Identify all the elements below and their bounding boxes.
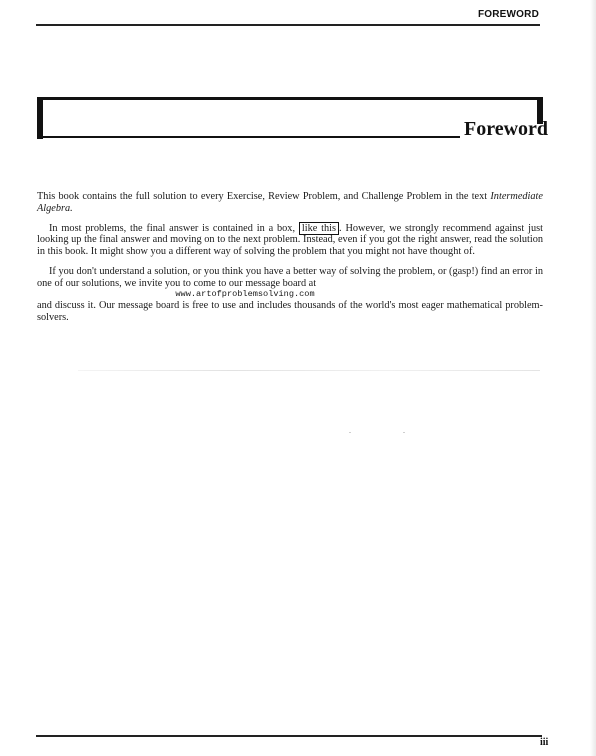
header-rule bbox=[36, 24, 540, 26]
running-head: FOREWORD bbox=[477, 9, 539, 20]
paragraph-1-text: This book contains the full solution to every Exercise, Review Problem, and Challenge Problem in the text bbox=[37, 191, 488, 202]
paragraph-4 bbox=[37, 300, 543, 323]
scan-speck bbox=[403, 432, 405, 433]
chapter-title: Foreword bbox=[464, 118, 549, 140]
paragraph-2-text-start: In most problems, the final answer is contained in a box, bbox=[49, 222, 296, 234]
boxed-answer-example: like this bbox=[299, 222, 339, 235]
message-board-url: www.artofproblemsolving.com bbox=[175, 289, 315, 300]
paragraph-2 bbox=[37, 223, 543, 258]
page-number: iii bbox=[540, 737, 549, 748]
book-title: Intermediate Algebra. bbox=[37, 191, 543, 214]
footer-rule bbox=[36, 735, 542, 737]
title-frame-bottom-rule bbox=[37, 136, 460, 138]
paragraph-3 bbox=[37, 266, 543, 300]
paragraph-1 bbox=[37, 191, 543, 214]
foreword-body bbox=[37, 191, 543, 332]
scan-artifact-line bbox=[78, 370, 540, 371]
title-frame-top-rule bbox=[37, 97, 543, 100]
title-frame-left-bar bbox=[37, 97, 43, 139]
paragraph-2-text-end: . However, we strongly recommend against just looking up the final answer and moving on to the next problem. Instead, even if you got the right answer, read the solution in this book. It might show you a different way of solving the problem that you might not have thought of. bbox=[37, 222, 543, 257]
scan-speck bbox=[349, 432, 351, 433]
page-edge-shadow bbox=[590, 0, 596, 756]
paragraph-4-text: and discuss it. Our message board is free to use and includes thousands of the world's most eager mathematical problem-solvers. bbox=[37, 300, 543, 323]
paragraph-3-text: If you don't understand a solution, or you think you have a better way of solving the problem, or (gasp!) find an error in one of our solutions, we invite you to come to our message board at bbox=[37, 265, 543, 289]
